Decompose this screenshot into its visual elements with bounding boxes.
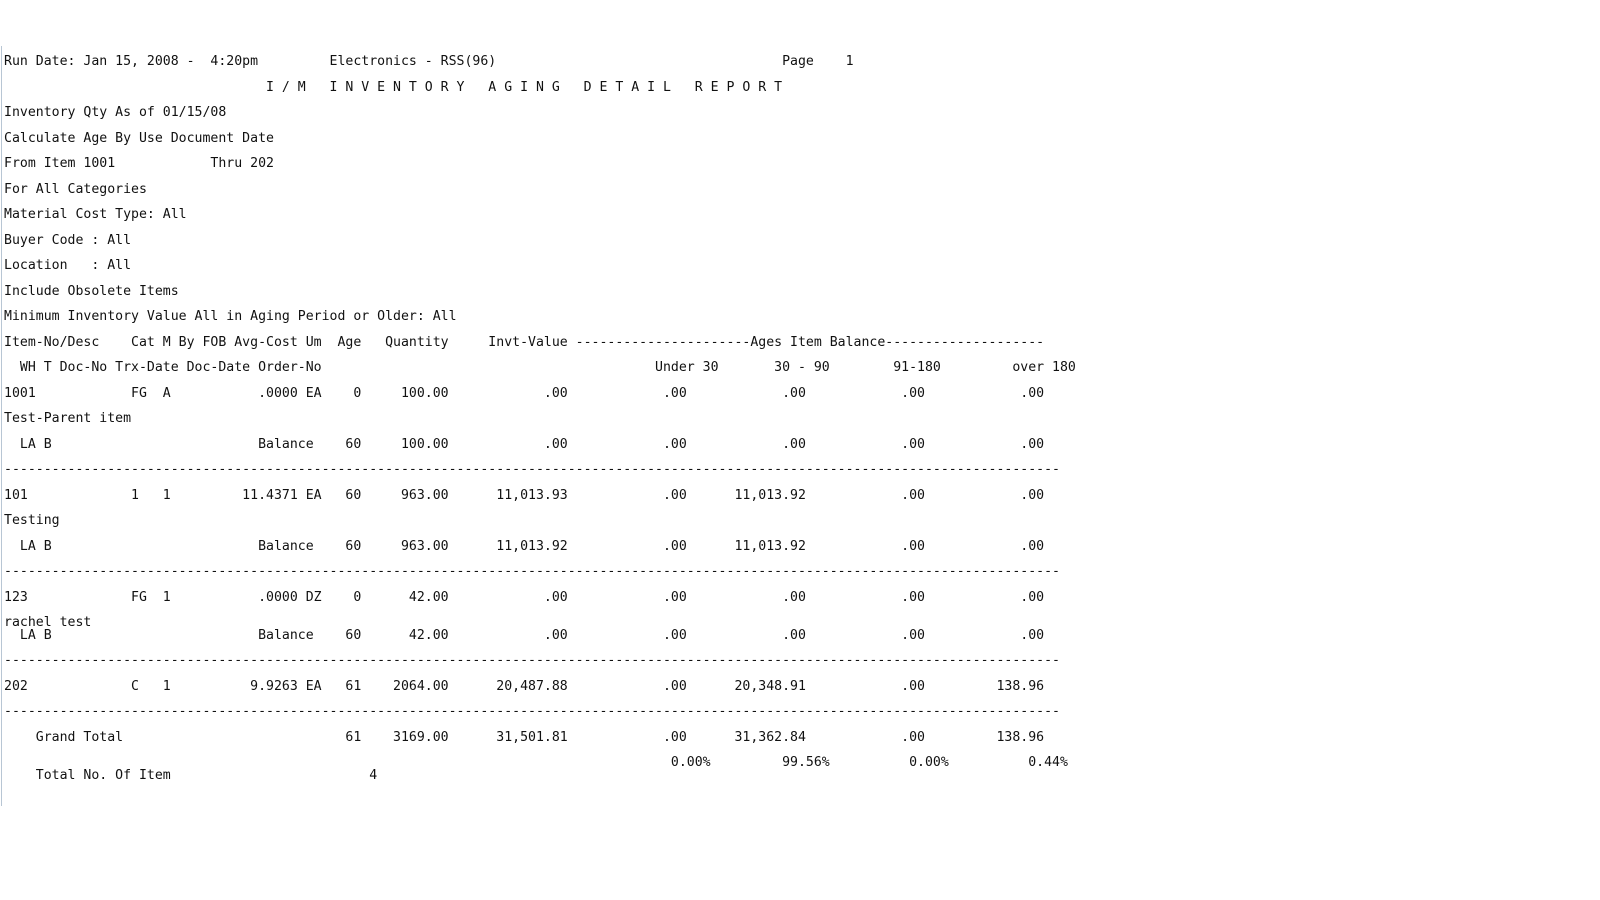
report-page — [1, 46, 1077, 806]
percentage-row: 0.00% 99.56% 0.00% 0.44% — [4, 755, 1068, 770]
item-desc-123: rachel test — [4, 615, 92, 630]
balance-row-123: LA B Balance 60 42.00 .00 .00 .00 .00 .00 — [4, 628, 1045, 643]
item-desc-101: Testing — [4, 513, 60, 528]
report-title: I / M I N V E N T O R Y A G I N G D E T A I L R E P O R T — [4, 80, 783, 95]
grand-total-row: Grand Total 61 3169.00 31,501.81 .00 31,362.84 .00 138.96 — [4, 730, 1045, 745]
param-obsolete: Include Obsolete Items — [4, 284, 179, 299]
param-categories: For All Categories — [4, 182, 147, 197]
param-buyer-code: Buyer Code : All — [4, 233, 132, 248]
item-row-1001: 1001 FG A .0000 EA 0 100.00 .00 .00 .00 .00 .00 — [4, 386, 1045, 401]
column-header-row-2: WH T Doc-No Trx-Date Doc-Date Order-No Under 30 30 - 90 91-180 over 180 — [4, 360, 1076, 375]
balance-row-101: LA B Balance 60 963.00 11,013.92 .00 11,013.92 .00 .00 — [4, 539, 1045, 554]
separator-line: ------------------------------------------------------------------------------------------------------------------------------------- — [4, 462, 1060, 477]
item-row-123: 123 FG 1 .0000 DZ 0 42.00 .00 .00 .00 .00 .00 — [4, 590, 1045, 605]
report-header-line: Run Date: Jan 15, 2008 - 4:20pm Electronics - RSS(96) Page 1 — [4, 54, 854, 69]
separator-line: ------------------------------------------------------------------------------------------------------------------------------------- — [4, 564, 1060, 579]
param-item-range: From Item 1001 Thru 202 — [4, 156, 274, 171]
param-material-cost: Material Cost Type: All — [4, 207, 187, 222]
item-desc-1001: Test-Parent item — [4, 411, 132, 426]
column-header-row-1: Item-No/Desc Cat M By FOB Avg-Cost Um Age Quantity Invt-Value ----------------------Ages Item Balance-------------------- — [4, 335, 1045, 350]
param-age-basis: Calculate Age By Use Document Date — [4, 131, 274, 146]
total-items-row: Total No. Of Item 4 — [4, 768, 378, 783]
param-location: Location : All — [4, 258, 132, 273]
balance-row-1001: LA B Balance 60 100.00 .00 .00 .00 .00 .00 — [4, 437, 1045, 452]
separator-line: ------------------------------------------------------------------------------------------------------------------------------------- — [4, 653, 1060, 668]
item-row-101: 101 1 1 11.4371 EA 60 963.00 11,013.93 .00 11,013.92 .00 .00 — [4, 488, 1045, 503]
separator-line: ------------------------------------------------------------------------------------------------------------------------------------- — [4, 704, 1060, 719]
param-min-value: Minimum Inventory Value All in Aging Period or Older: All — [4, 309, 457, 324]
item-row-202: 202 C 1 9.9263 EA 61 2064.00 20,487.88 .00 20,348.91 .00 138.96 — [4, 679, 1045, 694]
param-inventory-date: Inventory Qty As of 01/15/08 — [4, 105, 227, 120]
